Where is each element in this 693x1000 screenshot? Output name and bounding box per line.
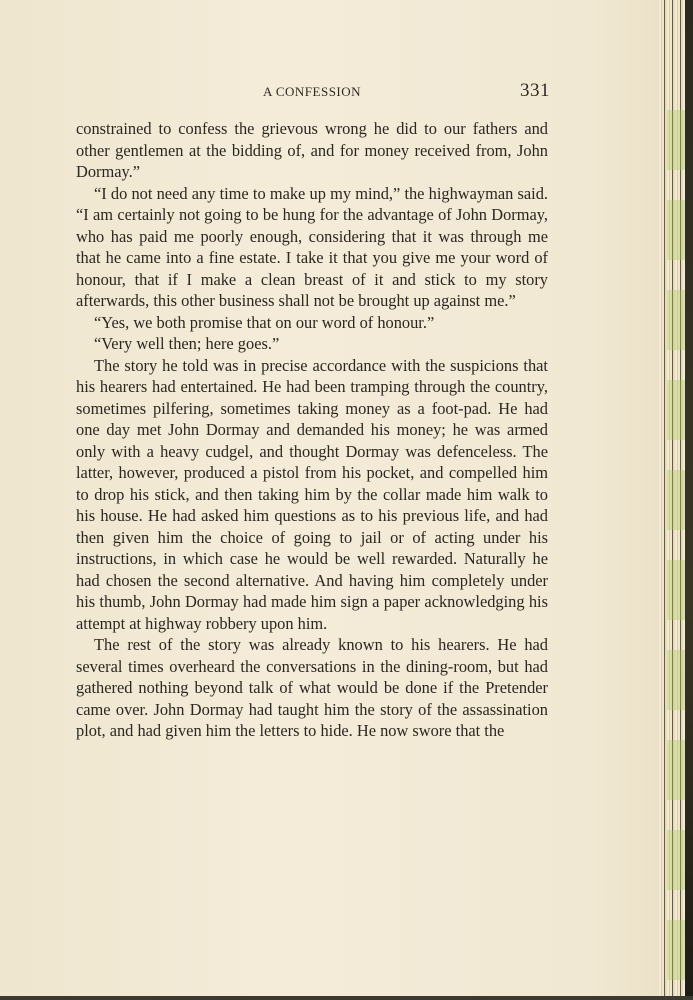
running-head: A CONFESSION bbox=[262, 84, 362, 99]
paragraph: “Very well then; here goes.” bbox=[94, 334, 280, 353]
paragraph: “I do not need any time to make up my mind,” the highwayman said. “I am certainly not going to be hung for the advantage of John Dormay, who has paid me poorly enough, considering that it was through me that he came into a fine estate. I take it that you give me your word of honour, that if I make a clean breast of it and stick to my story afterwards, this other business shall not be brought up against me.” bbox=[76, 183, 548, 310]
paragraph: “Yes, we both promise that on our word of honour.” bbox=[94, 312, 435, 332]
paragraph: The story he told was in precise accordance with the suspicions that his hearers had entertained. He had been tramping through the country, sometimes pilfering, sometimes taking money as a foot-pad. He had one day met John Dormay and demanded his money; he was armed only with a heavy cudgel, and thought Dormay was defenceless. The latter, however, produced a pistol from his pocket, and compelled him to drop his stick, and then taking him by the collar made him walk to his house. He had asked him questions as to his previous life, and had then given him the choice of going to jail or of acting under his instructions, in which case he would be well rewarded. Naturally he had chosen the second alternative. And having him completely under his thumb, John Dormay had made him sign a paper acknowledging his attempt at highway robbery upon him. bbox=[76, 355, 548, 633]
page-bottom-shadow bbox=[0, 996, 693, 1000]
body-text bbox=[76, 118, 548, 742]
page-number: 331 bbox=[520, 80, 550, 101]
paragraph: constrained to confess the grievous wrong he did to our fathers and other gentlemen at the bidding of, and for money received from, John Dormay.” bbox=[76, 119, 548, 181]
book-spine-shadow bbox=[685, 0, 693, 1000]
page-edge-tint bbox=[667, 80, 685, 980]
page-header bbox=[74, 80, 550, 106]
paragraph: The rest of the story was already known to his hearers. He had several times overheard the conversations in the dining-room, but had gathered nothing beyond talk of what would be done if the Pretender came over. John Dormay had taught him the story of the assassination plot, and had given him the letters to hide. He now swore that the bbox=[76, 635, 548, 740]
